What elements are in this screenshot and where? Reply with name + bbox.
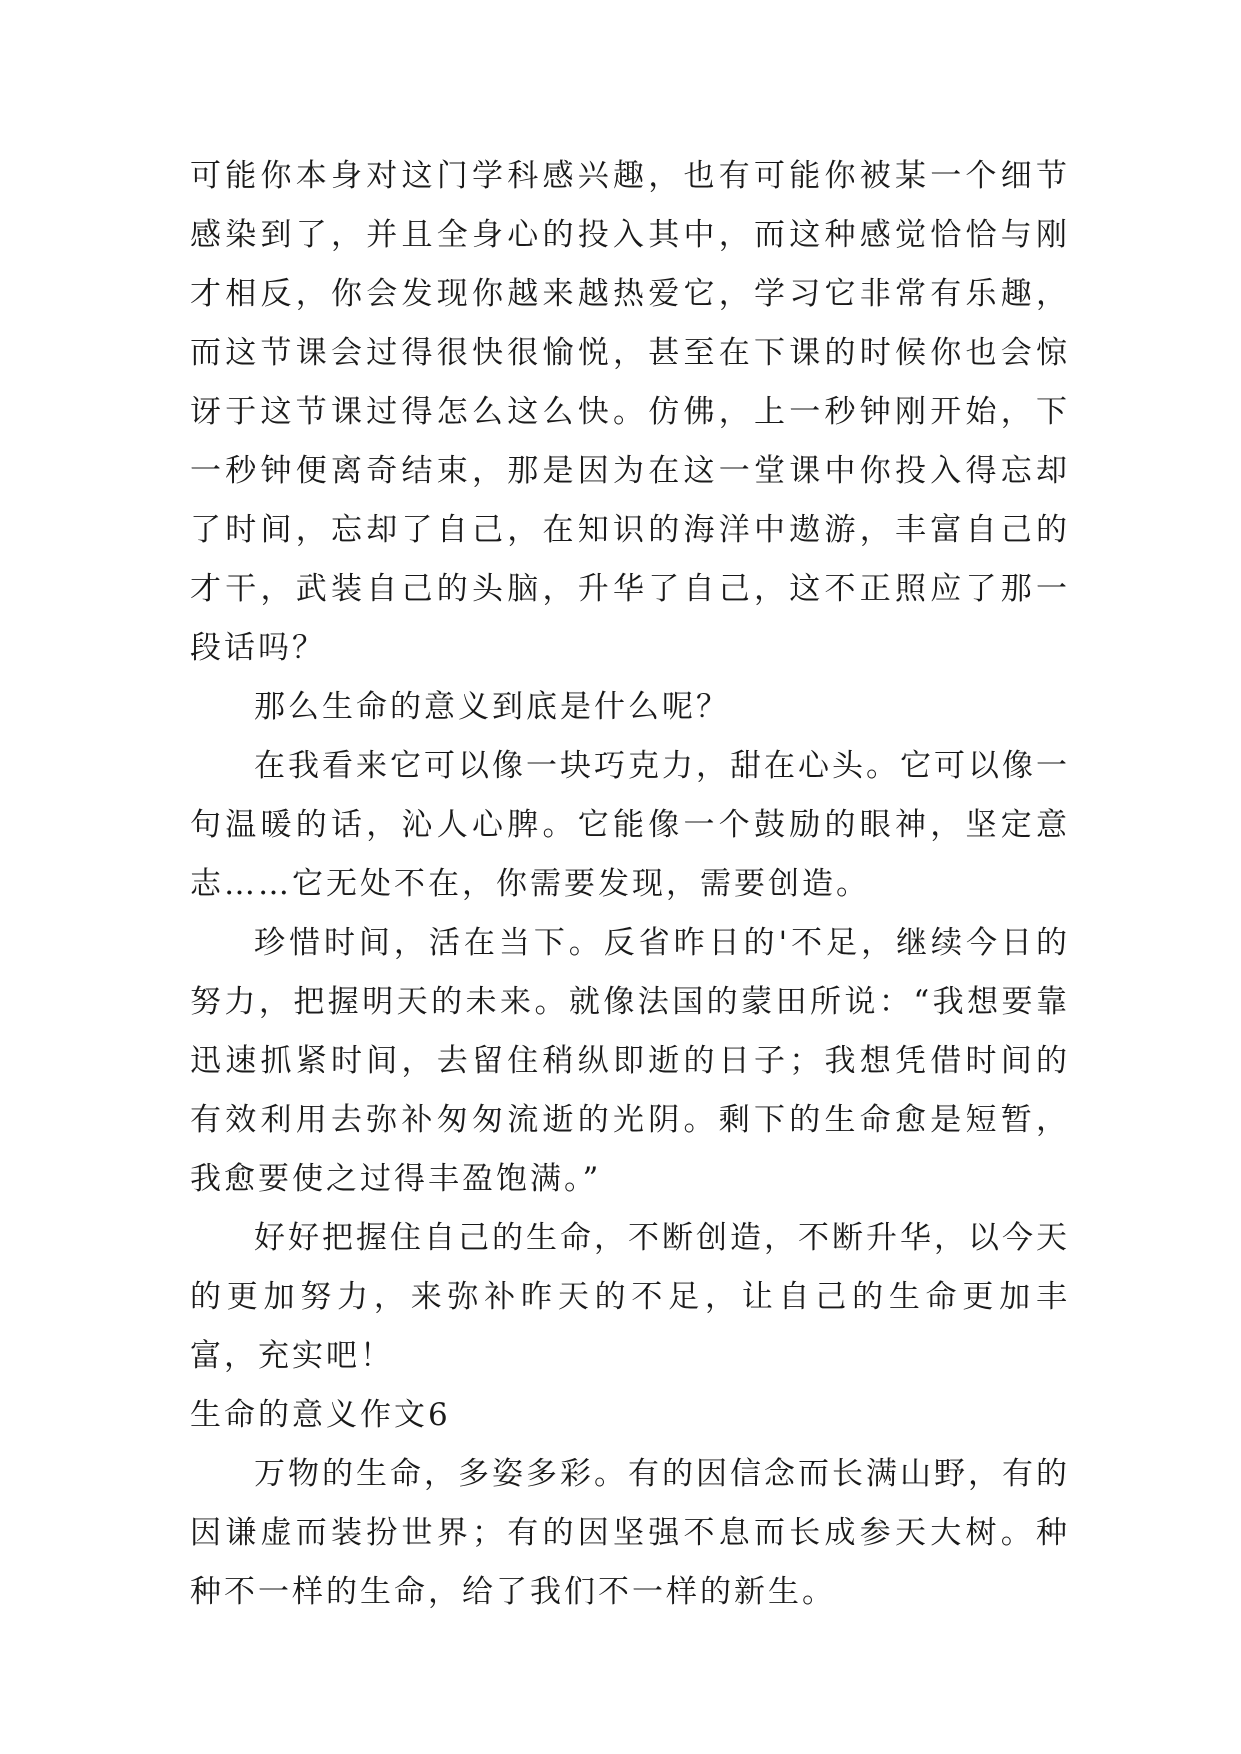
document-body: [190, 147, 1070, 1622]
paragraph-continued: 可能你本身对这门学科感兴趣，也有可能你被某一个细节感染到了，并且全身心的投入其中，而这种感觉恰恰与刚才相反，你会发现你越来越热爱它，学习它非常有乐趣，而这节课会过得很快很愉悦，甚至在下课的时候你也会惊讶于这节课过得怎么这么快。仿佛，上一秒钟刚开始，下一秒钟便离奇结束，那是因为在这一堂课中你投入得忘却了时间，忘却了自己，在知识的海洋中遨游，丰富自己的才干，武装自己的头脑，升华了自己，这不正照应了那一段话吗？: [190, 158, 1070, 666]
paragraph-section-intro: 万物的生命，多姿多彩。有的因信念而长满山野，有的因谦虚而装扮世界；有的因坚强不息而长成参天大树。种种不一样的生命，给了我们不一样的新生。: [190, 1456, 1070, 1610]
section-title: 生命的意义作文6: [190, 1397, 451, 1433]
paragraph-cherish-time: 珍惜时间，活在当下。反省昨日的'不足，继续今日的努力，把握明天的未来。就像法国的蒙田所说：“我想要靠迅速抓紧时间，去留住稍纵即逝的日子；我想凭借时间的有效利用去弥补匆匆流逝的光阴。剩下的生命愈是短暂，我愈要使之过得丰盈饱满。”: [190, 925, 1070, 1197]
paragraph-question: 那么生命的意义到底是什么呢？: [254, 689, 730, 725]
paragraph-metaphor: 在我看来它可以像一块巧克力，甜在心头。它可以像一句温暖的话，沁人心脾。它能像一个鼓励的眼神，坚定意志……它无处不在，你需要发现，需要创造。: [190, 748, 1070, 902]
paragraph-conclusion: 好好把握住自己的生命，不断创造，不断升华，以今天的更加努力，来弥补昨天的不足，让自己的生命更加丰富，充实吧！: [190, 1220, 1070, 1374]
